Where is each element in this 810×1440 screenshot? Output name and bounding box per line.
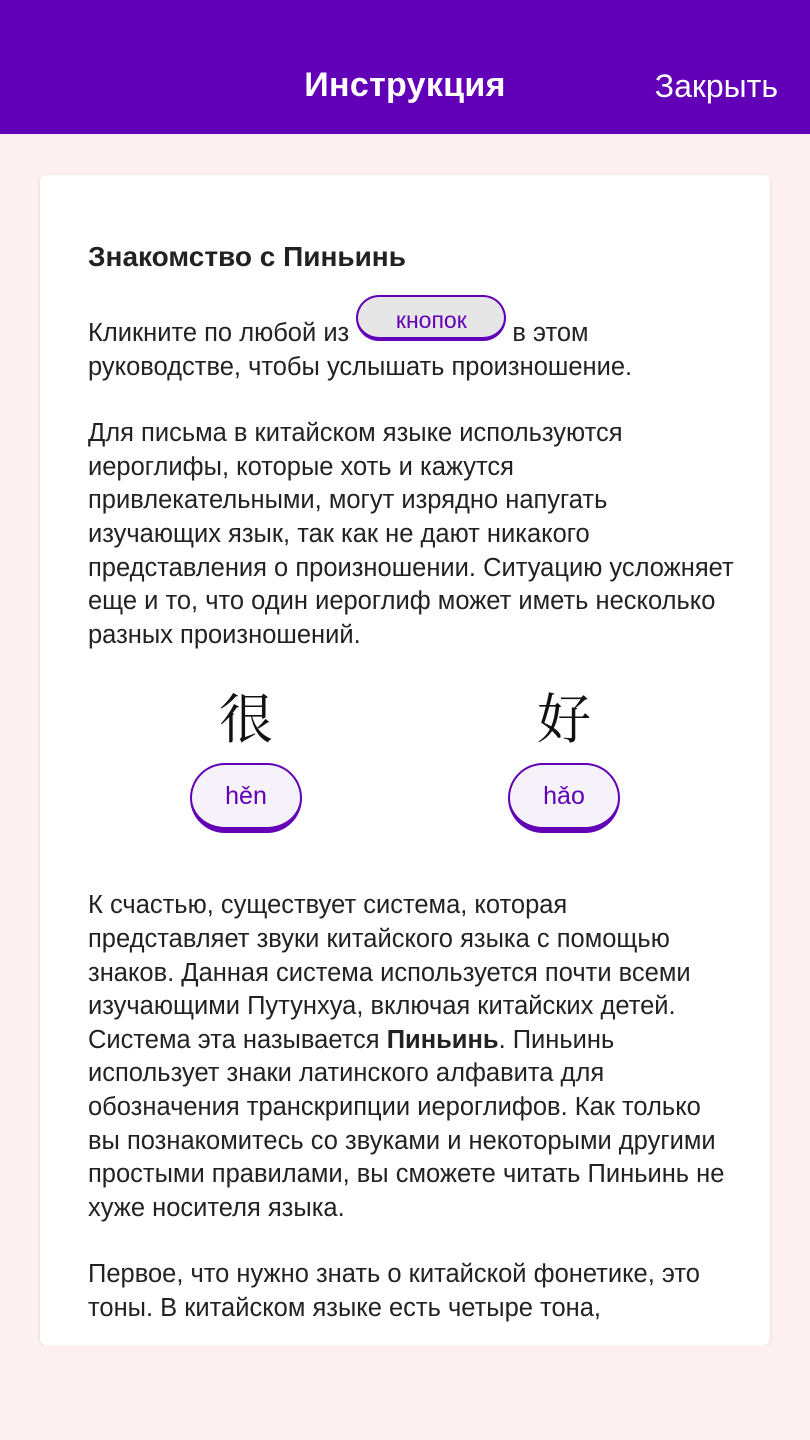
paragraph-hieroglyphs: Для письма в китайском языке используются иероглифы, которые хоть и кажутся привлекательными, могут изрядно напугать изучающих язык, так как не дают никакого представления о произношении. Ситуацию усложняет еще и то, что один иероглиф может иметь несколько разных произношений.: [88, 419, 734, 649]
pinyin-term: Пиньинь: [386, 1025, 499, 1054]
hanzi-example-hen: [190, 685, 302, 833]
intro-paragraph: [88, 307, 734, 384]
hanzi-example-hao: [508, 685, 620, 833]
intro-text-after: в этом руководстве, чтобы услышать произношение.: [88, 319, 633, 381]
paragraph-tones: Первое, что нужно знать о китайской фонетике, это тоны. В китайском языке есть четыре тона,: [88, 1260, 700, 1322]
intro-text-before: Кликните по любой из: [88, 319, 350, 347]
hanzi-examples: [88, 685, 734, 861]
instruction-card[interactable]: [40, 175, 770, 1345]
close-button[interactable]: Закрыть: [654, 68, 778, 104]
pinyin-text-after: . Пиньинь использует знаки латинского алфавита для обозначения транскрипции иероглифов. Как только вы познакомитесь со звуками и некоторыми другими простыми правилами, вы сможете читать Пиньинь не хуже носителя языка.: [88, 1025, 725, 1222]
paragraph-pinyin: [88, 889, 734, 1225]
section-title: Знакомство с Пиньинь: [88, 241, 406, 272]
pinyin-sound-button-hen[interactable]: hěn: [190, 763, 302, 833]
demo-sound-button[interactable]: кнопок: [356, 295, 506, 341]
hanzi-character: 好: [537, 688, 591, 752]
pinyin-sound-button-hao[interactable]: hǎo: [508, 763, 620, 833]
bottom-background: [0, 1345, 810, 1440]
pinyin-text-before: К счастью, существует система, которая представляет звуки китайского языка с помощью знаков. Данная система используется почти всеми изучающими Путунхуа, включая китайских детей. Система эта называется: [88, 891, 691, 1054]
hanzi-character: 很: [219, 688, 273, 752]
top-app-bar: [0, 0, 810, 134]
card-content: [88, 237, 734, 1345]
page-title: Инструкция: [304, 66, 506, 104]
